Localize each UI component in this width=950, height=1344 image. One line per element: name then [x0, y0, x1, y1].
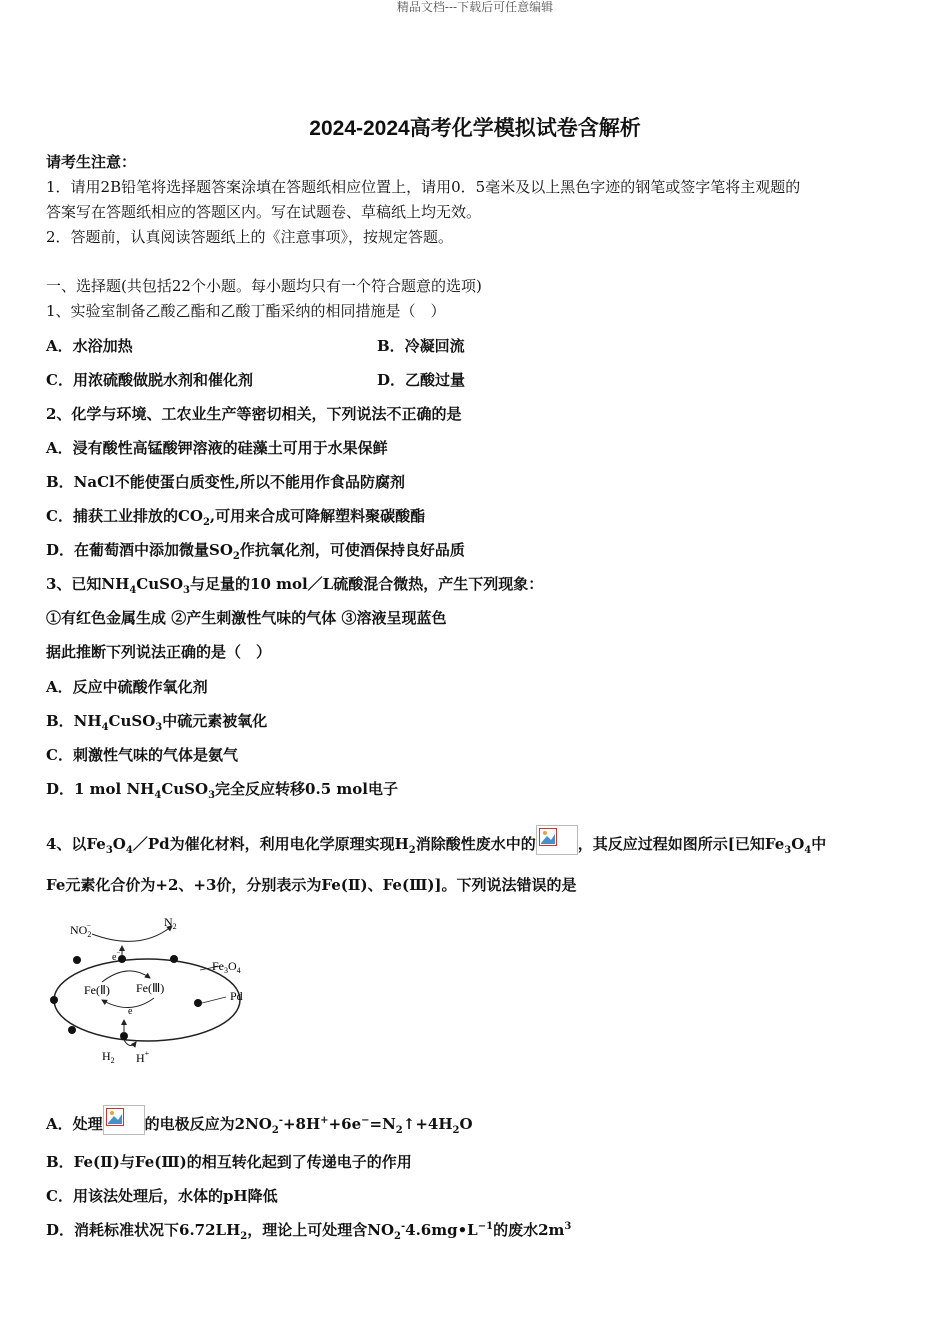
label-electron-top: e− [112, 949, 121, 963]
catalyst-dot [68, 1026, 76, 1034]
label-fe3o4: $Fe_3O_4$ [212, 959, 241, 975]
label-fe2: Fe(Ⅱ) [84, 983, 110, 997]
q3-stem: 3、已知$NH_4CuSO_3$与足量的10 mol／L硫酸混合微热，产生下列现象： [46, 575, 544, 596]
label-no2: $NO_2-$ [70, 921, 92, 939]
q2-option-c: C．捕获工业排放的$CO_2$,可用来合成可降解塑料聚碳酸酯 [46, 507, 426, 528]
label-pd: Pd [230, 989, 243, 1003]
label-h2: $H_2$ [102, 1049, 115, 1065]
q3-option-a: A．反应中硫酸作氧化剂 [46, 678, 208, 696]
q3-option-b: B．$NH_4CuSO_3$中硫元素被氧化 [46, 712, 268, 733]
q1-option-d: D．乙酸过量 [377, 371, 466, 389]
page-header: 精品文档---下载后可任意编辑 [396, 0, 554, 14]
q1-stem: 1、实验室制备乙酸乙酯和乙酸丁酯采纳的相同措施是（ ） [46, 302, 446, 320]
q2-option-b: B．NaCl不能使蛋白质变性,所以不能用作食品防腐剂 [46, 473, 405, 491]
q1-option-a: A．水浴加热 [46, 337, 133, 355]
q2-option-d: D．在葡萄酒中添加微量$SO_2$作抗氧化剂，可使酒保持良好品质 [46, 541, 465, 562]
q4-option-c: C．用该法处理后，水体的pH降低 [46, 1187, 278, 1205]
label-n2: $N_2$ [164, 915, 177, 931]
notice-heading: 请考生注意： [46, 153, 137, 171]
page-title: 2024-2024高考化学模拟试卷含解析 [309, 117, 641, 140]
notice-item-1b: 答案写在答题纸相应的答题区内。写在试题卷、草稿纸上均无效。 [46, 203, 482, 221]
q2-option-a: A．浸有酸性高锰酸钾溶液的硅藻土可用于水果保鲜 [46, 439, 388, 457]
broken-image-icon [103, 1105, 145, 1135]
q3-option-d: D．1 mol $NH_4CuSO_3$完全反应转移0.5 mol电子 [46, 780, 398, 801]
catalyst-dot [170, 955, 178, 963]
notice-item-1a: 1．请用2B铅笔将选择题答案涂填在答题纸相应位置上，请用0．5毫米及以上黑色字迹的钢笔或签字笔将主观题的 [46, 178, 801, 196]
q1-option-c: C．用浓硫酸做脱水剂和催化剂 [46, 371, 253, 389]
catalyst-dot [73, 956, 81, 964]
notice-item-2: 2．答题前，认真阅读答题纸上的《注意事项》，按规定答题。 [46, 228, 454, 246]
q3-phenomena: ①有红色金属生成 ②产生刺激性气味的气体 ③溶液呈现蓝色 [46, 609, 447, 627]
q4-stem-line2: Fe元素化合价为+2、+3价，分别表示为Fe(Ⅱ)、Fe(Ⅲ)]。下列说法错误的是 [46, 876, 577, 894]
q3-option-c: C．刺激性气味的气体是氨气 [46, 746, 238, 764]
label-fe3: Fe(Ⅲ) [136, 981, 165, 995]
q4-option-b: B．Fe(Ⅱ)与Fe(Ⅲ)的相互转化起到了传递电子的作用 [46, 1153, 412, 1171]
q4-option-a: A．处理 的电极反应为$2NO_2^-+8H^++6e^-=N_2↑+4H_2O$ [46, 1105, 473, 1135]
pd-leader [202, 997, 226, 1003]
q4-option-d: D．消耗标准状况下$6.72LH_2$，理论上可处理含$NO_2^-4.6mg•L^{-1}$的废水$2m^3$ [46, 1221, 572, 1242]
reaction-diagram [50, 910, 270, 1070]
arrow-no2-to-n2 [92, 926, 172, 941]
q4-stem-line1: 4、以$Fe_3O_4/Pd$为催化材料，利用电化学原理实现$H_2$消除酸性废水中的 ，其反应过程如图所示[已知$Fe_3O_4$中 [46, 825, 826, 855]
q1-option-b: B．冷凝回流 [377, 337, 465, 355]
label-hplus: H+ [136, 1049, 150, 1065]
catalyst-dot [194, 999, 202, 1007]
catalyst-dot [50, 996, 58, 1004]
q3-ask: 据此推断下列说法正确的是（ ） [46, 643, 272, 661]
q2-stem: 2、化学与环境、工农业生产等密切相关，下列说法不正确的是 [46, 405, 462, 423]
broken-image-icon [536, 825, 578, 855]
section-heading: 一、选择题(共包括22个小题。每小题均只有一个符合题意的选项) [46, 277, 482, 295]
label-electron-bottom: e− [128, 1003, 137, 1017]
